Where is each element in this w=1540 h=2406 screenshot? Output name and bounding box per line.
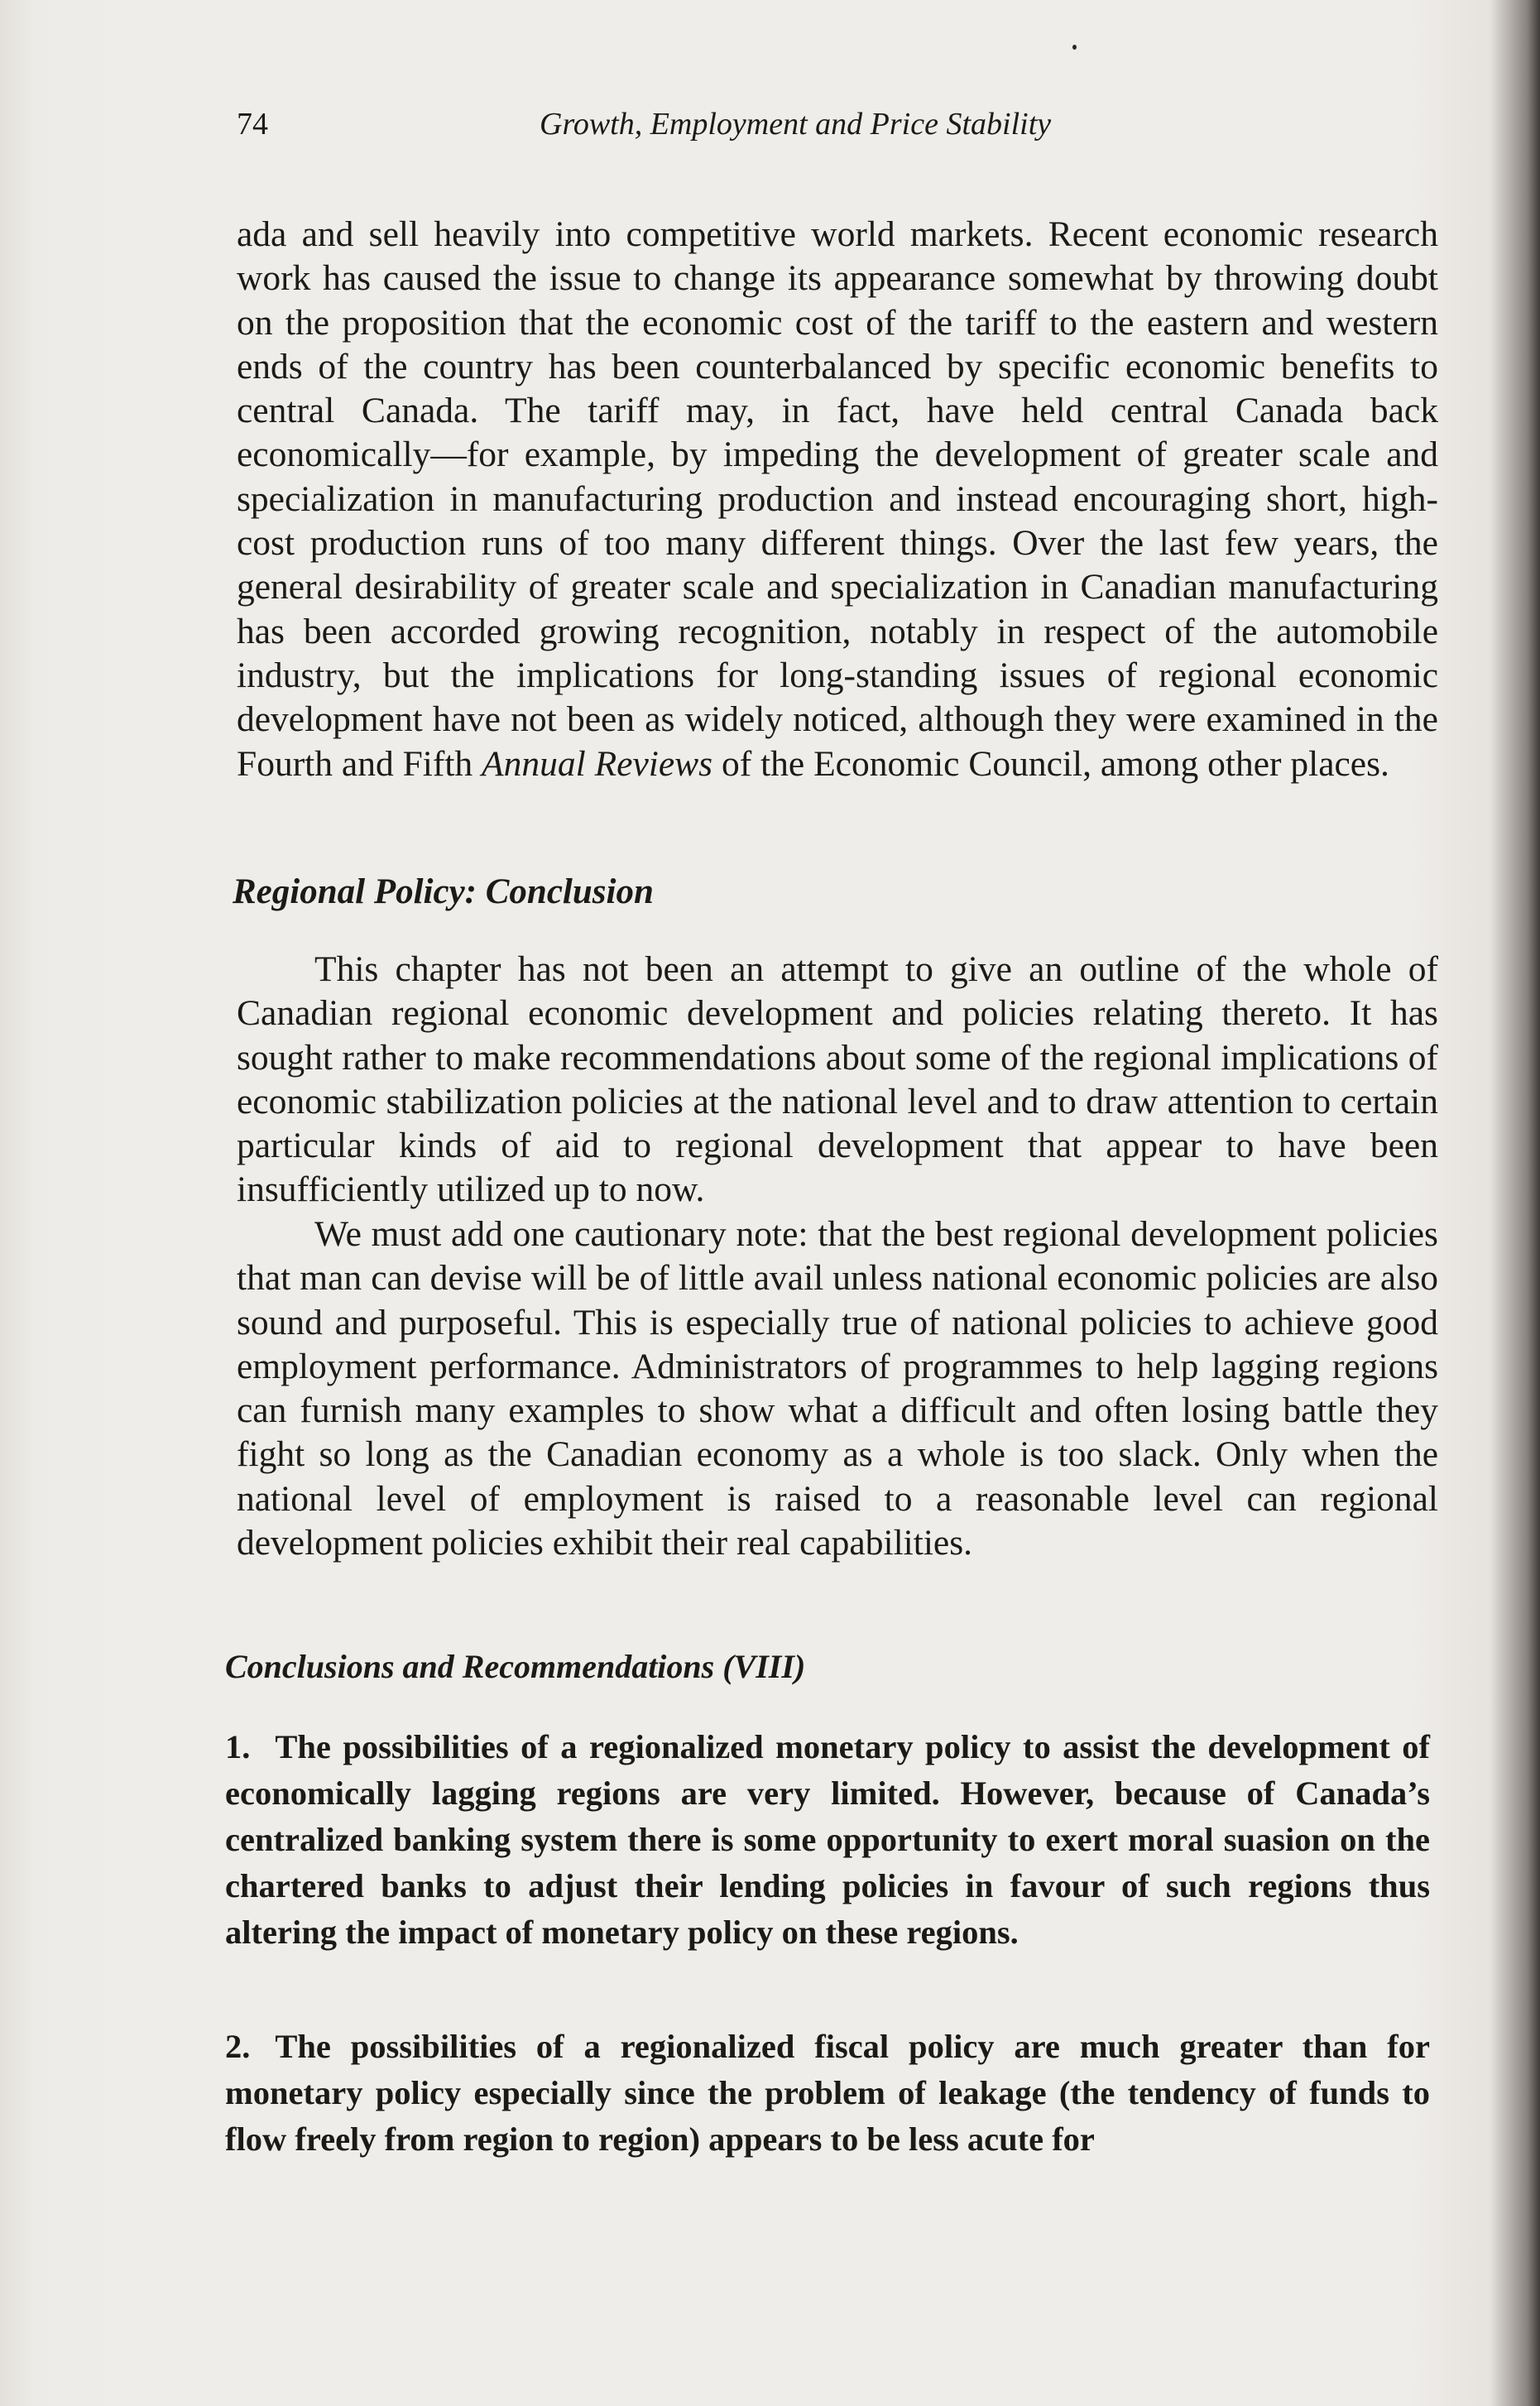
section-heading-regional-policy: Regional Policy: Conclusion [233, 872, 654, 911]
recommendation-text: The possibilities of a regionalized monetary policy to assist the development of economically lagging regions are very limited. However, because of Canada’s centralized banking system there is some opportunity to exert moral suasion on the chartered banks to adjust their lending policies in favour of such regions thus altering the impact of monetary policy on these regions. [225, 1728, 1430, 1951]
section-heading-conclusions [225, 1647, 805, 1686]
page-number: 74 [237, 107, 268, 142]
recommendation-text: The possibilities of a regionalized fiscal policy are much greater than for monetary policy especially since the problem of leakage (the tendency of funds to flow freely from region to region) appears to be less acute for [225, 2028, 1430, 2158]
annual-reviews-title: Annual Reviews [482, 743, 713, 784]
page-header [237, 106, 1147, 147]
paragraph-tariff-text: ada and sell heavily into competitive world markets. Recent economic research work has caused the issue to change its appearance somewhat by throwing doubt on the proposition that the economic cost of the tariff to the eastern and western ends of the country has been counterbalanced by specific economic benefits to central Canada. The tariff may, in fact, have held central Canada back economically—for example, by impeding the development of greater scale and specialization in manufacturing production and instead encouraging short, high-cost production runs of too many different things. Over the last few years, the general desirability of greater scale and specialization in Canadian manufacturing has been accorded growing recognition, notably in respect of the automobile industry, but the implications for long-standing issues of regional economic development have not been as widely noticed, although they were examined in the Fourth and Fifth [237, 214, 1438, 784]
conclusions-heading-close: ) [794, 1648, 806, 1685]
conclusions-heading-text: Conclusions and Recommendations ( [225, 1648, 734, 1685]
running-title: Growth, Employment and Price Stability [540, 107, 1052, 142]
recommendation-2 [225, 2024, 1430, 2163]
conclusions-heading-numeral: VIII [733, 1648, 794, 1685]
paragraph-tariff-end: of the Economic Council, among other places. [712, 743, 1389, 784]
recommendation-number: 1. [225, 1728, 251, 1765]
print-speck [1072, 45, 1077, 50]
recommendation-1 [225, 1724, 1430, 1956]
paragraph-tariff [237, 213, 1438, 786]
paragraph-cautionary-note: We must add one cautionary note: that the best regional development policies that man can devise will be of little avail unless national economic policies are also sound and purposeful. This is especially true of national policies to achieve good employment performance. Administrators of programmes to help lagging regions can furnish many examples to show what a difficult and often losing battle they fight so long as the Canadian economy as a whole is too slack. Only when the national level of employment is raised to a reasonable level can regional development policies exhibit their real capabilities. [237, 1214, 1438, 1563]
paragraph-chapter-summary: This chapter has not been an attempt to give an outline of the whole of Canadian regional economic development and policies relating thereto. It has sought rather to make recommendations about some of the regional implications of economic stabilization policies at the national level and to draw attention to certain particular kinds of aid to regional development that appear to have been insufficiently utilized up to now. [237, 949, 1438, 1210]
recommendation-number: 2. [225, 2028, 251, 2065]
